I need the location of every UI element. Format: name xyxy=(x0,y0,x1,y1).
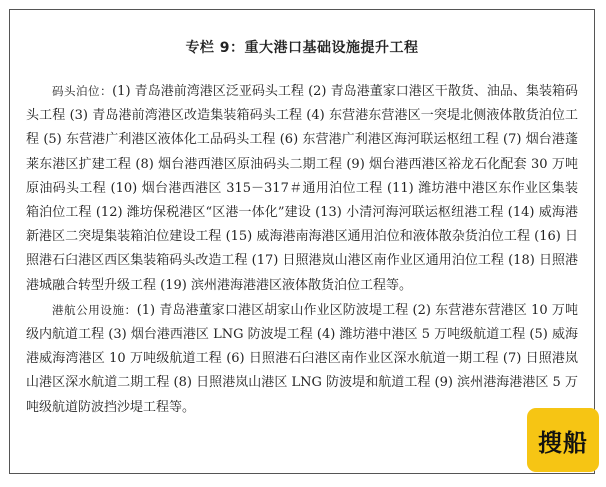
public-facilities-paragraph xyxy=(26,298,578,420)
public-facilities-text: (1) 青岛港董家口港区胡家山作业区防波堤工程 (2) 东营港东营港区 10 万吨级内航道工程 (3) 烟台港西港区 LNG 防波堤工程 (4) 潍坊港中港区 5 万吨级航道工程 (5) 威海港威海湾港区 10 万吨级航道工程 (6) 日照港石臼港区南作业区深水航道一期工程 (7) 日照港岚山港区深水航道二期工程 (8) 日照港岚山港区 LNG 防波堤和航道工程 (9) 滨州港海港港区 5 万吨级航道防波挡沙堤工程等。 xyxy=(26,302,578,415)
berth-category-label: 码头泊位： xyxy=(52,84,113,98)
soship-watermark-logo xyxy=(527,408,599,472)
project-column-box xyxy=(9,9,595,474)
column-title: 专栏 9：重大港口基础设施提升工程 xyxy=(185,40,419,56)
public-facilities-category-label: 港航公用设施： xyxy=(52,302,137,317)
berth-projects-paragraph xyxy=(26,79,578,298)
watermark-text: 搜船 xyxy=(538,428,588,457)
berth-projects-text: (1) 青岛港前湾港区泛亚码头工程 (2) 青岛港董家口港区干散货、油品、集装箱码头工程 (3) 青岛港前湾港区改造集装箱码头工程 (4) 东营港东营港区一突堤北侧液体散货泊位工程 (5) 东营港广利港区液体化工品码头工程 (6) 东营港广利港区海河联运枢纽工程 (7) 烟台港蓬莱东港区扩建工程 (8) 烟台港西港区原油码头二期工程 (9) 烟台港西港区裕龙石化配套 30 万吨原油码头工程 (10) 烟台港西港区 315－317＃通用泊位工程 (11) 潍坊港中港区东作业区集装箱泊位工程 (12) 潍坊保税港区“区港一体化”建设 (13) 小清河海河联运枢纽港工程 (14) 威海港新港区二突堤集装箱泊位建设工程 (15) 威海港南海港区通用泊位和液体散杂货泊位工程 (16) 日照港石臼港区西区集装箱码头改造工程 (17) 日照港岚山港区南作业区通用泊位工程 (18) 日照港港城融合转型升级工程 (19) 滨州港海港港区液体散货泊位工程等。 xyxy=(26,84,579,293)
